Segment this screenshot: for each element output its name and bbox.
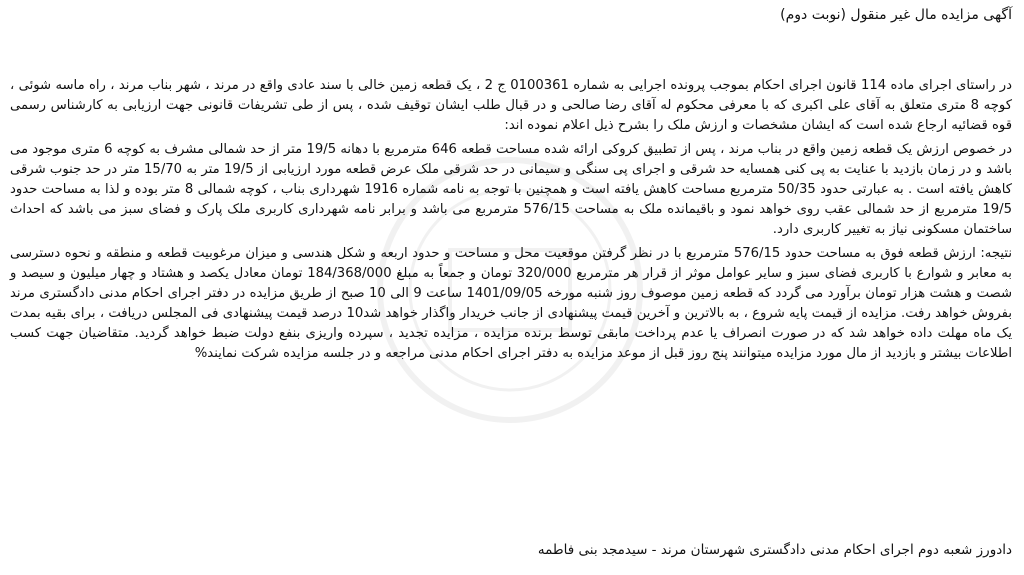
notice-paragraph-result: نتیجه: ارزش قطعه فوق به مساحت حدود 576/15 مترمربع با در نظر گرفتن موقعیت محل و مساحت و حدود اربعه و شکل هندسی و میزان مرغوبیت قطعه و منطقه و نحوه دسترسی به معابر و شوارع با کاربری فضای سبز و سایر عوامل موثر از قرار هر مترمربع 320/000 تومان و جمعاً به مبلغ 184/368/000 تومان معادل یکصد و هشتاد و چهار میلیون و سیصد و شصت و هشت هزار تومان برآورد می گردد که قطعه زمین موصوف روز شنبه مورخه 1401/09/05 ساعت 9 الی 10 صبح از طریق مزایده در دفتر اجرای احکام مدنی دادگستری مرند بفروش خواهد رفت. مزایده از قیمت پایه شروع ، به بالاترین و آخرین قیمت پیشنهادی از جانب خریدار واگذار خواهد شد10 درصد قیمت پیشنهادی فی المجلس دریافت ، برای بقیه بمدت یک ماه مهلت داده خواهد شد که در صورت انصراف یا عدم پرداخت مابقی توسط برنده مزایده ، مزایده تجدید ، سپرده واریزی بنفع دولت ضبط خواهد گردید. متقاضیان جهت کسب اطلاعات بیشتر و بازدید از مال مورد مزایده میتوانند پنج روز قبل از موعد مزایده به دفتر اجرای احکام مدنی مراجعه و در جلسه مزایده شرکت نمایند% xyxy=(10,246,1013,361)
notice-signature: دادورز شعبه دوم اجرای احکام مدنی دادگستری شهرستان مرند - سیدمجد بنی فاطمه xyxy=(537,542,1012,558)
notice-paragraph-details: در خصوص ارزش یک قطعه زمین واقع در بناب مرند ، پس از تطبیق کروکی ارائه شده مساحت قطعه 646 مترمربع با دهانه 19/5 متر از حد شمالی مشرف به کوچه 6 متری موجود می باشد و در زمان بازدید با عنایت به پی کنی همسایه حد شرقی و اجرای پی سنگی و سیمانی در حد شرقی ملک عرض قطعه مورد ارزیابی از 19/5 متر به 15/70 متر در حد جنوب شرقی کاهش یافته است . به عبارتی حدود 50/35 مترمربع مساحت کاهش یافته است و همچنین با توجه به نامه شماره 1916 شهرداری بناب ، کوچه شمالی 8 متر بوده و لذا به مساحت حدود 19/5 مترمربع از حد شمالی عقب روی خواهد نمود و باقیمانده ملک به مساحت 576/15 مترمربع می باشد و برابر نامه شهرداری کاربری ملک پارک و فضای سبز می باشد که احداث ساختمان مسکونی نیاز به تغییر کاربری دارد. xyxy=(10,142,1013,237)
notice-paragraph-intro: در راستای اجرای ماده 114 قانون اجرای احکام بموجب پرونده اجرایی به شماره 0100361 ج 2 ، یک قطعه زمین خالی با سند عادی واقع در مرند ، شهر بناب مرند ، راه ماسه شوئی ، کوچه 8 متری متعلق به آقای علی اکبری که با معرفی محکوم له آقای رضا صالحی و در قبال طلب ایشان توقیف شده ، پس از طی تشریفات قانونی جهت ارزیابی به کارشناس رسمی قوه قضائیه ارجاع شده است که ایشان مشخصات و ارزش ملک را بشرح ذیل اعلام نموده اند: xyxy=(10,78,1013,133)
notice-title: آگهی مزایده مال غیر منقول (نوبت دوم) xyxy=(780,7,1012,23)
